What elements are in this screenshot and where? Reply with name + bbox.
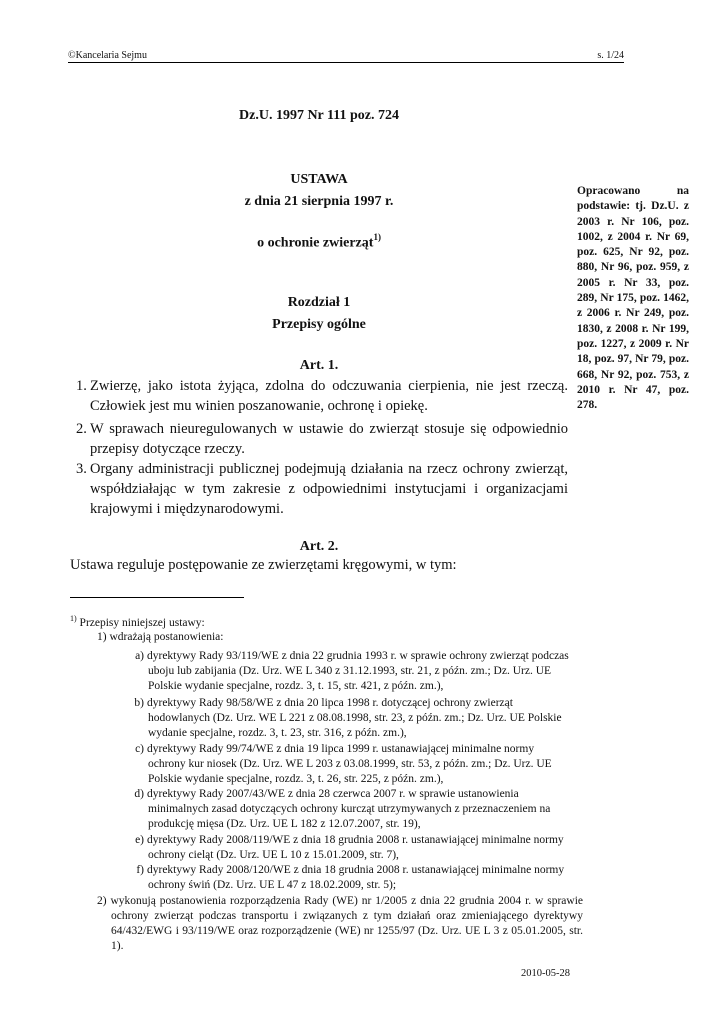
subitem-text: dyrektywy Rady 98/58/WE z dnia 20 lipca 1998 r. dotyczącej ochrony zwierząt hodowlanych (Dz. Urz. WE L 221 z 08.08.1998, str. 23, z późn. zm.; Dz. Urz. UE Polskie wydanie specjalne, rozdz. 3, t. 23, str. 316, z późn. zm.), xyxy=(147,697,562,739)
footnote-marker: 1) xyxy=(70,614,77,623)
subitem-text: dyrektywy Rady 2007/43/WE z dnia 28 czerwca 2007 r. w sprawie ustanowienia minimalnych zasad dotyczących ochrony kurcząt utrzymywanych z przeznaczeniem na produkcję mięsa (Dz. Urz. UE L 182 z 12.07.2007, str. 19), xyxy=(147,788,551,830)
paragraph-text: Zwierzę, jako istota żyjąca, zdolna do odczuwania cierpienia, nie jest rzeczą. Człowiek jest mu winien poszanowanie, ochronę i opiekę. xyxy=(90,378,568,414)
footnote-subitem-f xyxy=(120,863,570,893)
subitem-text: dyrektywy Rady 2008/120/WE z dnia 18 grudnia 2008 r. ustanawiającej minimalne normy ochrony świń (Dz. Urz. UE L 47 z 18.02.2009, str. 5); xyxy=(147,864,565,891)
footnote-intro xyxy=(70,611,205,631)
subitem-label: f) xyxy=(136,864,144,876)
footnote-subitem-c xyxy=(120,742,570,787)
article-1-heading: Art. 1. xyxy=(299,358,339,373)
paragraph-number: 3. xyxy=(76,461,87,477)
article-1-paragraph-1 xyxy=(70,376,568,416)
paragraph-number: 1. xyxy=(76,378,87,394)
paragraph-text: Organy administracji publicznej podejmują działania na rzecz ochrony zwierząt, współdziałając w tym zakresie z odpowiednimi instytucjami i organizacjami krajowymi i międzynarodowymi. xyxy=(90,461,568,517)
footnote-subitem-d xyxy=(120,787,570,832)
subitem-label: a) xyxy=(135,650,144,662)
footnote-subitem-a xyxy=(120,649,570,694)
document-subject xyxy=(70,233,568,252)
subject-footnote-ref[interactable]: 1) xyxy=(373,232,381,242)
article-1-paragraph-3 xyxy=(70,459,568,519)
subitem-label: c) xyxy=(135,743,144,755)
paragraph-number: 2. xyxy=(76,421,87,437)
chapter-number: Rozdział 1 xyxy=(287,295,351,310)
footnote-item-2: 2) wykonują postanowienia rozporządzenia Rady (WE) nr 1/2005 z dnia 22 grudnia 2004 r. w sprawie ochrony zwierząt podczas transportu i związanych z tym działań oraz zmieniającego dyrektywy 64/432/EWG i 93/119/WE oraz rozporządzenie (WE) nr 1255/97 (Dz. Urz. UE L 3 z 05.01.2005, str. 1). xyxy=(97,895,583,952)
subitem-label: d) xyxy=(134,788,144,800)
footnote-divider xyxy=(70,597,244,598)
footnote-intro-text: Przepisy niniejszej ustawy: xyxy=(79,616,205,629)
footnote-subitem-e xyxy=(120,833,570,863)
footnote-subitem-b xyxy=(120,696,570,741)
footer-date: 2010-05-28 xyxy=(521,968,570,979)
chapter-title: Przepisy ogólne xyxy=(272,317,366,332)
subitem-label: e) xyxy=(135,834,144,846)
subject-text: o ochronie zwierząt xyxy=(257,235,374,251)
document-reference: Dz.U. 1997 Nr 111 poz. 724 xyxy=(239,108,399,123)
subitem-text: dyrektywy Rady 93/119/WE z dnia 22 grudnia 1993 r. w sprawie ochrony zwierząt podczas uboju lub zabijania (Dz. Urz. WE L 340 z 31.12.1993, str. 21, z późn. zm.; Dz. Urz. UE Polskie wydanie specjalne, rozdz. 3, t. 15, str. 421, z późn. zm.), xyxy=(147,650,569,692)
page-number: s. 1/24 xyxy=(597,50,624,61)
subitem-text: dyrektywy Rady 2008/119/WE z dnia 18 grudnia 2008 r. ustanawiającej minimalne normy ochrony cieląt (Dz. Urz. UE L 10 z 15.01.2009, str. 7), xyxy=(147,834,564,861)
paragraph-text: W sprawach nieuregulowanych w ustawie do zwierząt stosuje się odpowiednio przepisy dotyczące rzeczy. xyxy=(90,421,568,457)
subitem-text: dyrektywy Rady 99/74/WE z dnia 19 lipca 1999 r. ustanawiającej minimalne normy ochrony kur niosek (Dz. Urz. WE L 203 z 03.08.1999, str. 53, z późn. zm.; Dz. Urz. UE Polskie wydanie specjalne, rozdz. 3, t. 26, str. 225, z późn. zm.), xyxy=(147,743,552,785)
footnote-item-1: 1) wdrażają postanowienia: xyxy=(97,631,224,643)
header-source: ©Kancelaria Sejmu xyxy=(68,50,147,61)
article-2-heading: Art. 2. xyxy=(299,539,339,554)
document-type: USTAWA xyxy=(290,172,348,187)
header-divider xyxy=(68,62,624,63)
article-2-text: Ustawa reguluje postępowanie ze zwierzętami kręgowymi, w tym: xyxy=(70,557,457,573)
article-1-paragraph-2 xyxy=(70,419,568,459)
source-side-note: Opracowano na podstawie: tj. Dz.U. z 2003 r. Nr 106, poz. 1002, z 2004 r. Nr 69, poz. 625, Nr 92, poz. 880, Nr 96, poz. 959, z 2005 r. Nr 33, poz. 289, Nr 175, poz. 1462, z 2006 r. Nr 249, poz. 1830, z 2008 r. Nr 199, poz. 1227, z 2009 r. Nr 18, poz. 97, Nr 79, poz. 668, Nr 92, poz. 753, z 2010 r. Nr 47, poz. 278. xyxy=(577,185,689,412)
document-date: z dnia 21 sierpnia 1997 r. xyxy=(244,194,394,209)
subitem-label: b) xyxy=(134,697,144,709)
